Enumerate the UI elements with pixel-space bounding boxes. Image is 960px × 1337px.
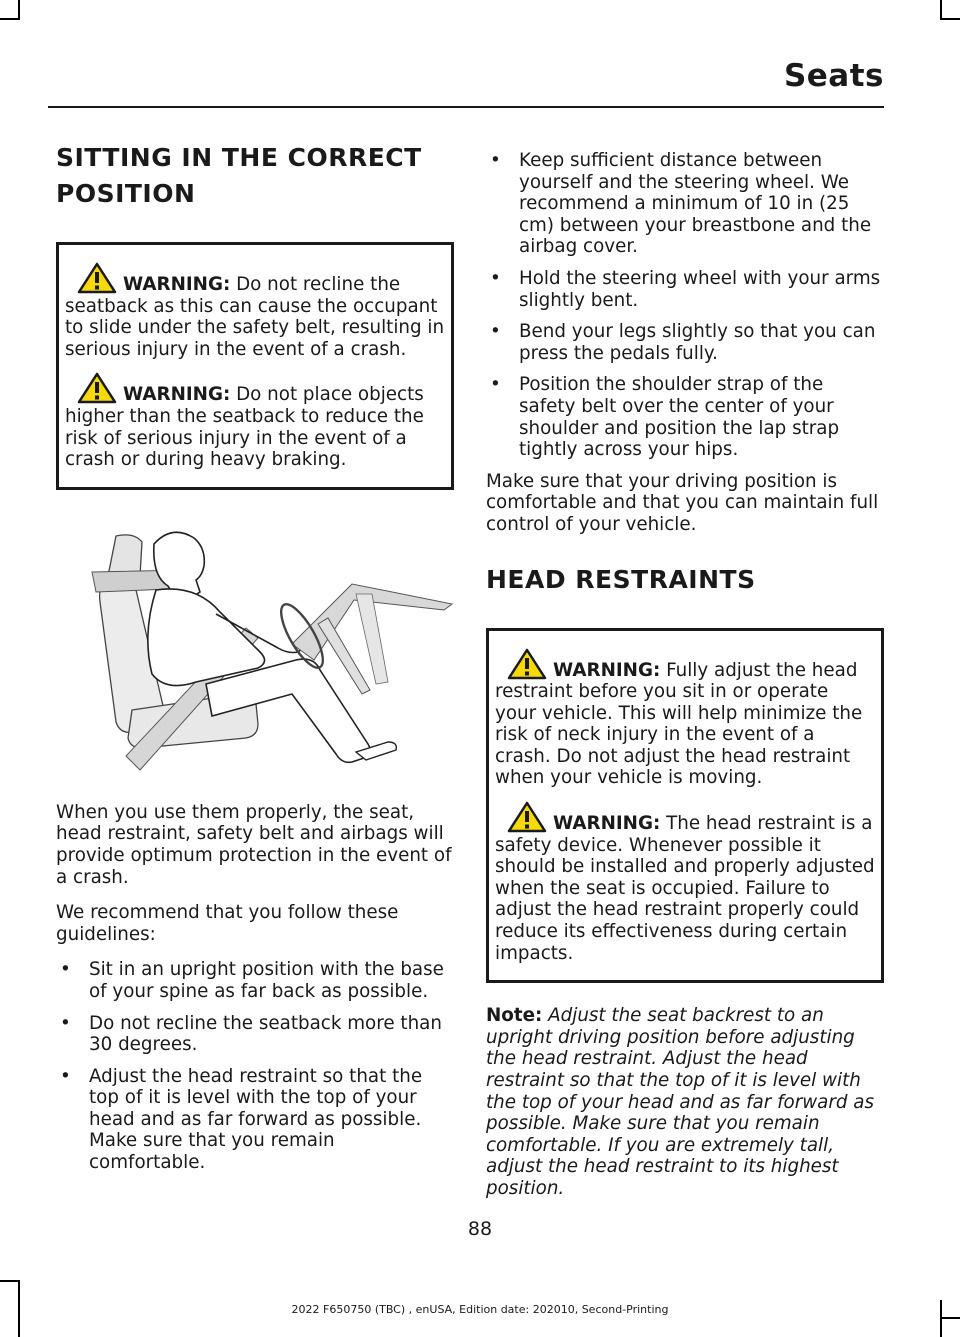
warning-label: WARNING: [553, 813, 661, 835]
list-item-text: Position the shoulder strap of the safety belt over the center of your shoulder and position the lap strap tightly across your hips. [519, 374, 840, 461]
list-item-text: Hold the steering wheel with your arms slightly bent. [519, 267, 881, 311]
section-heading-head-restraints: HEAD RESTRAINTS [486, 564, 756, 594]
paragraph: When you use them properly, the seat, head restraint, safety belt and airbags will provide optimum protection in the event of a crash. [56, 801, 452, 888]
list-item-text: Adjust the head restraint so that the top of it is level with the top of your head and as far forward as possible. Make sure that you remain comfortable. [89, 1065, 423, 1174]
list-item-text: Keep sufficient distance between yourself and the steering wheel. We recommend a minimum of 10 in (25 cm) between your breastbone and the airbag cover. [519, 150, 872, 258]
warning-box [486, 628, 884, 984]
warning-triangle-icon [507, 801, 547, 833]
note-text: Adjust the seat backrest to an upright driving position before adjusting the head restraint. Adjust the head restraint so that the top of it is level with the top of your head and as far forward as possible. Make sure that you remain comfortable. If you are extremely tall, adjust the head restraint to its highest position. [486, 1005, 875, 1199]
crop-mark [0, 18, 20, 20]
bullet: • [60, 1065, 71, 1087]
list-item [486, 374, 884, 460]
warning-item [65, 262, 445, 360]
warning-item [65, 372, 445, 470]
warning-label: WARNING: [553, 659, 661, 681]
bullet: • [60, 1012, 71, 1034]
crop-mark [18, 0, 20, 20]
guideline-list [56, 959, 454, 1173]
warning-text: Do not recline the seatback as this can cause the occupant to slide under the safety belt, resulting in serious injury in the event of a crash. [65, 274, 445, 360]
seated-driver-illustration [56, 524, 454, 772]
page-title: Seats [783, 58, 884, 94]
guideline-list-continued [486, 150, 884, 461]
right-column [486, 150, 884, 1214]
warning-item [495, 648, 875, 790]
warning-triangle-icon [507, 648, 547, 680]
list-item-text: Bend your legs slightly so that you can press the pedals fully. [519, 321, 876, 364]
warning-item [495, 801, 875, 964]
warning-triangle-icon [77, 262, 117, 294]
warning-text: Fully adjust the head restraint before you sit in or operate your vehicle. This will help minimize the risk of neck injury in the event of a crash. Do not adjust the head restraint when your vehicle is moving. [495, 659, 863, 789]
page-number: 88 [467, 1218, 493, 1240]
list-item-text: Sit in an upright position with the base of your spine as far back as possible. [89, 959, 444, 1002]
note-label: Note: [486, 1005, 543, 1027]
left-column [56, 140, 454, 1184]
crop-mark [940, 0, 942, 20]
crop-mark [940, 18, 960, 20]
footer-edition-info: 2022 F650750 (TBC) , enUSA, Edition date: 202010, Second-Printing [291, 1303, 669, 1316]
section-heading-sitting: SITTING IN THE CORRECT POSITION [56, 143, 422, 208]
list-item [486, 268, 884, 311]
bullet: • [490, 374, 501, 396]
bullet: • [490, 150, 501, 171]
list-item [486, 150, 884, 258]
warning-text: The head restraint is a safety device. Whenever possible it should be installed and properly adjusted when the seat is occupied. Failure to adjust the head restraint properly could reduce its effectiveness during certain impacts. [495, 813, 875, 964]
note-paragraph [486, 1005, 884, 1199]
warning-text: Do not place objects higher than the seatback to reduce the risk of serious injury in the event of a crash or during heavy braking. [65, 384, 424, 471]
list-item [56, 1013, 454, 1056]
crop-mark [0, 1280, 20, 1282]
header-rule [48, 106, 884, 108]
warning-box [56, 242, 454, 490]
crop-mark [940, 1317, 960, 1319]
warning-triangle-icon [77, 372, 117, 404]
warning-label: WARNING: [123, 384, 231, 406]
bullet: • [490, 267, 501, 289]
list-item [56, 959, 454, 1002]
paragraph: Make sure that your driving position is comfortable and that you can maintain full control of your vehicle. [486, 470, 879, 535]
bullet: • [490, 321, 501, 343]
list-item [486, 321, 884, 364]
warning-label: WARNING: [123, 274, 231, 295]
list-item-text: Do not recline the seatback more than 30 degrees. [89, 1012, 442, 1056]
bullet: • [60, 959, 71, 981]
paragraph: We recommend that you follow these guidelines: [56, 902, 399, 945]
list-item [56, 1066, 454, 1174]
